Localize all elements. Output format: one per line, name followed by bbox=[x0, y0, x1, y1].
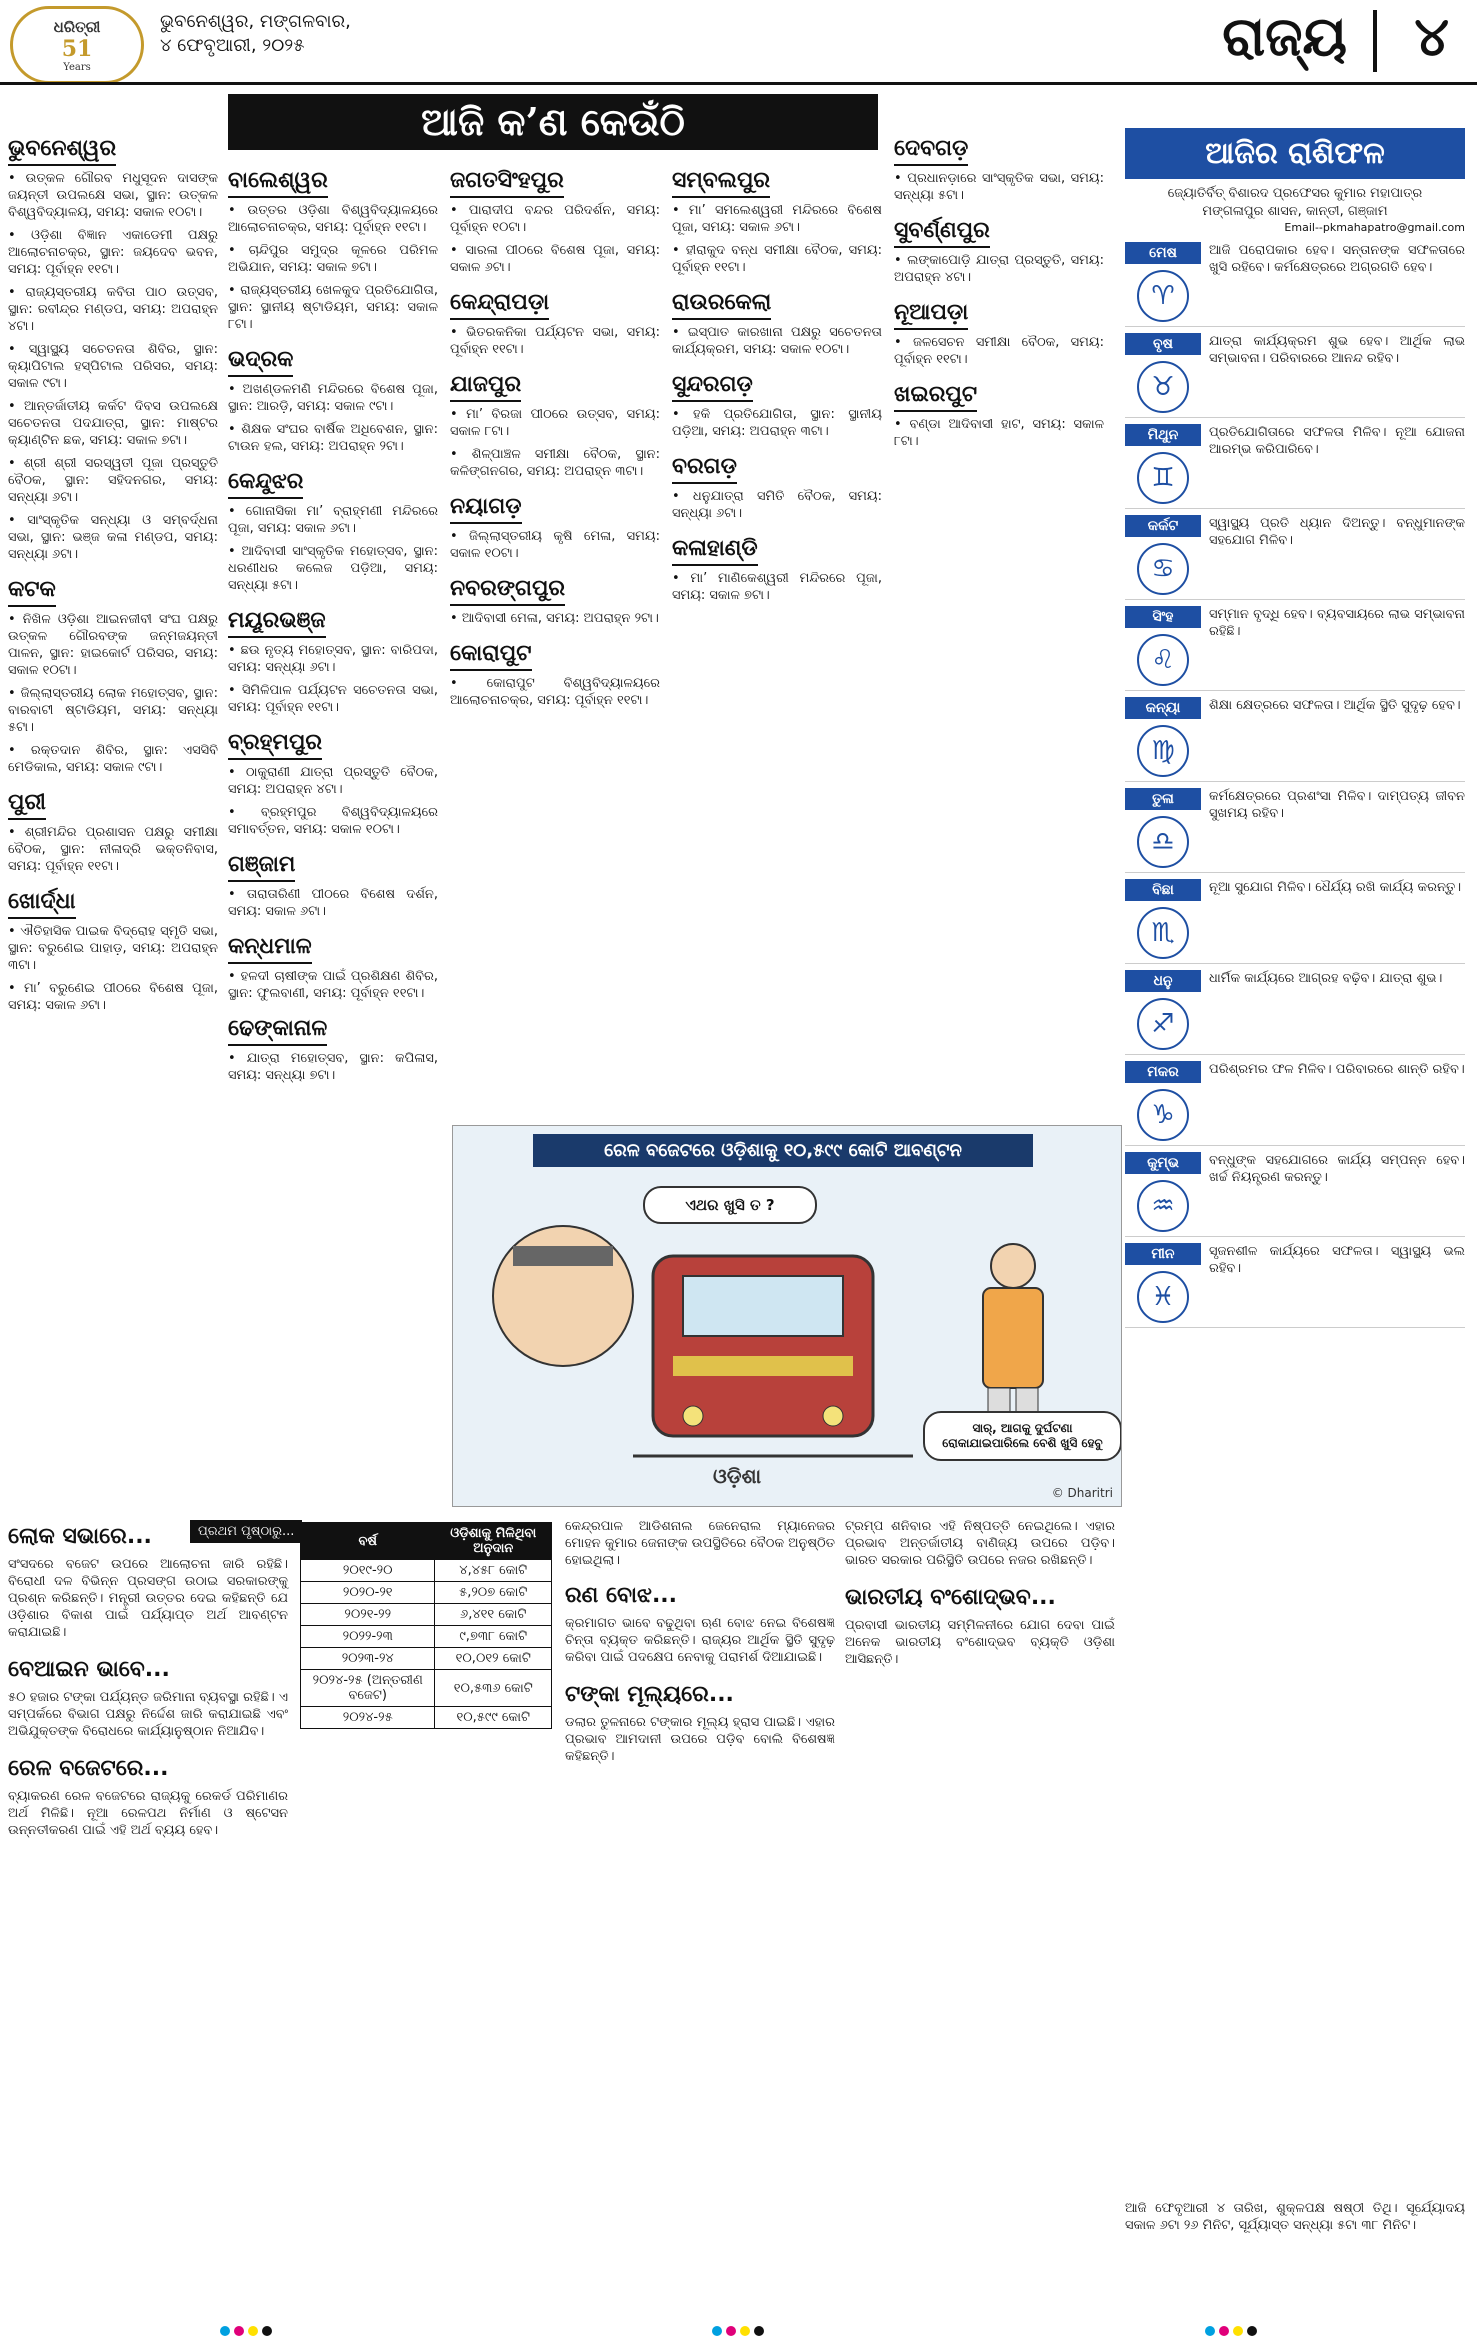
logo-years-label: Years bbox=[63, 61, 91, 73]
city-heading: କନ୍ଧମାଳ bbox=[228, 932, 312, 964]
city-heading: ଖୋର୍ଦ୍ଧା bbox=[8, 887, 76, 919]
event-item: • ବ୍ରହ୍ମପୁର ବିଶ୍ୱବିଦ୍ୟାଳୟରେ ସମାବର୍ତ୍ତନ, ସମୟ: ସକାଳ ୧୦ଟା। bbox=[228, 804, 438, 838]
logo-years: 51 bbox=[61, 35, 93, 62]
city-heading: ବରଗଡ଼ bbox=[672, 452, 737, 484]
registration-dots bbox=[1203, 2321, 1259, 2340]
event-item: • ତାରାତାରିଣୀ ପୀଠରେ ବିଶେଷ ଦର୍ଶନ, ସମୟ: ସକାଳ ୬ଟା। bbox=[228, 886, 438, 920]
article-body: କ୍ରମାଗତ ଭାବେ ବଢୁଥିବା ଋଣ ବୋଝ ନେଇ ବିଶେଷଜ୍ଞ ଚିନ୍ତା ବ୍ୟକ୍ତ କରିଛନ୍ତି। ରାଜ୍ୟର ଆର୍ଥିକ ସ୍ଥିତି ସୁଦୃଢ଼ କରିବା ପାଇଁ ପଦକ୍ଷେପ ନେବାକୁ ପରାମର୍ଶ ଦିଆଯାଇଛି। bbox=[565, 1616, 835, 1665]
event-item: • ଉତ୍ତର ଓଡ଼ିଶା ବିଶ୍ୱବିଦ୍ୟାଳୟରେ ଆଲୋଚନାଚକ୍ର, ସମୟ: ପୂର୍ବାହ୍ନ ୧୧ଟା। bbox=[228, 202, 438, 236]
table-header-amount: ଓଡ଼ିଶାକୁ ମିଳିଥିବା ଅନୁଦାନ bbox=[435, 1523, 552, 1560]
event-item: • ଶ୍ରୀମନ୍ଦିର ପ୍ରଶାସନ ପକ୍ଷରୁ ସମୀକ୍ଷା ବୈଠକ, ସ୍ଥାନ: ନୀଳାଦ୍ରି ଭକ୍ତନିବାସ, ସମୟ: ପୂର୍ବାହ୍ନ ୧୧ଟା। bbox=[8, 824, 218, 875]
event-item: • ରାଜ୍ୟସ୍ତରୀୟ ଖେଳକୁଦ ପ୍ରତିଯୋଗିତା, ସ୍ଥାନ: ସ୍ଥାନୀୟ ଷ୍ଟାଡିୟମ, ସମୟ: ସକାଳ ୮ଟା। bbox=[228, 282, 438, 333]
table-header-year: ବର୍ଷ bbox=[301, 1523, 435, 1560]
horoscope-sign bbox=[1125, 606, 1201, 686]
city-heading: ଯାଜପୁର bbox=[450, 370, 521, 402]
sign-prediction: ସମ୍ମାନ ବୃଦ୍ଧି ହେବ। ବ୍ୟବସାୟରେ ଲାଭ ସମ୍ଭାବନା ରହିଛି। bbox=[1209, 607, 1465, 639]
row-year: ୨୦୨୪-୨୫ bbox=[301, 1707, 435, 1729]
libra-icon: ♎ bbox=[1137, 816, 1189, 868]
article-title: ବେଆଇନ ଭାବେ... bbox=[8, 1657, 170, 1682]
event-item: • କୋରାପୁଟ ବିଶ୍ୱବିଦ୍ୟାଳୟରେ ଆଲୋଚନାଚକ୍ର, ସମୟ: ପୂର୍ବାହ୍ନ ୧୧ଟା। bbox=[450, 675, 660, 709]
sign-prediction: ସ୍ୱାସ୍ଥ୍ୟ ପ୍ରତି ଧ୍ୟାନ ଦିଅନ୍ତୁ। ବନ୍ଧୁମାନଙ୍କ ସହଯୋଗ ମିଳିବ। bbox=[1209, 516, 1465, 548]
city-heading: ସୁନ୍ଦରଗଡ଼ bbox=[672, 370, 753, 402]
event-item: • ଯାତ୍ରା ମହୋତ୍ସବ, ସ୍ଥାନ: କପିଳାସ, ସମୟ: ସନ୍ଧ୍ୟା ୭ଟା। bbox=[228, 1050, 438, 1084]
event-item: • ଶ୍ରୀ ଶ୍ରୀ ସରସ୍ୱତୀ ପୂଜା ପ୍ରସ୍ତୁତି ବୈଠକ, ସ୍ଥାନ: ସହିଦନଗର, ସମୟ: ସନ୍ଧ୍ୟା ୬ଟା। bbox=[8, 455, 218, 506]
city-heading: ଜଗତସିଂହପୁର bbox=[450, 166, 564, 198]
article-body: ବ୍ୟାକରଣ ରେଳ ବଜେଟରେ ରାଜ୍ୟକୁ ରେକର୍ଡ ପରିମାଣର ଅର୍ଥ ମିଳିଛି। ନୂଆ ରେଳପଥ ନିର୍ମାଣ ଓ ଷ୍ଟେସନ ଉନ୍ନତୀକରଣ ପାଇଁ ଏହି ଅର୍ଥ ବ୍ୟୟ ହେବ। bbox=[8, 1789, 288, 1838]
sign-prediction: ବନ୍ଧୁଙ୍କ ସହଯୋଗରେ କାର୍ଯ୍ୟ ସମ୍ପନ୍ନ ହେବ। ଖର୍ଚ୍ଚ ନିୟନ୍ତ୍ରଣ କରନ୍ତୁ। bbox=[1209, 1153, 1465, 1185]
sign-name: ମେଷ bbox=[1125, 242, 1201, 264]
event-item: • ହଳଦୀ ଚାଷୀଙ୍କ ପାଇଁ ପ୍ରଶିକ୍ଷଣ ଶିବିର, ସ୍ଥାନ: ଫୁଲବାଣୀ, ସମୟ: ପୂର୍ବାହ୍ନ ୧୧ଟା। bbox=[228, 968, 438, 1002]
article-title: ରଣ ବୋଝ... bbox=[565, 1583, 678, 1608]
city-heading: ବ୍ରହ୍ମପୁର bbox=[228, 728, 322, 760]
scorpio-icon: ♏ bbox=[1137, 907, 1189, 959]
horoscope-sign bbox=[1125, 697, 1201, 777]
city-heading: ମୟୂରଭଞ୍ଜ bbox=[228, 606, 326, 638]
row-amount: ୧୦,୫୯୯ କୋଟି bbox=[435, 1707, 552, 1729]
article-rana-bodh bbox=[565, 1518, 835, 1765]
page-section-name: ରାଜ୍ୟ bbox=[1222, 4, 1347, 68]
horoscope-title: ଆଜିର ରାଶିଫଳ bbox=[1125, 128, 1465, 179]
city-heading: ଖଇରପୁଟ bbox=[894, 380, 977, 412]
event-item: • ଉତ୍କଳ ଗୌରବ ମଧୁସୂଦନ ଦାସଙ୍କ ଜୟନ୍ତୀ ଉପଲକ୍ଷେ ସଭା, ସ୍ଥାନ: ଉତ୍କଳ ବିଶ୍ୱବିଦ୍ୟାଳୟ, ସମୟ: ସକାଳ ୧୦ଟା। bbox=[8, 170, 218, 221]
city-heading: ନୟାଗଡ଼ bbox=[450, 492, 522, 524]
article-title: ଲୋକ ସଭାରେ... bbox=[8, 1524, 152, 1549]
horoscope-sign bbox=[1125, 879, 1201, 959]
city-heading: ରାଉରକେଲା bbox=[672, 288, 771, 320]
event-item: • ଜିଲ୍ଲାସ୍ତରୀୟ କୃଷି ମେଳା, ସମୟ: ସକାଳ ୧୦ଟା। bbox=[450, 528, 660, 562]
event-item: • ଧନୁଯାତ୍ରା ସମିତି ବୈଠକ, ସମୟ: ସନ୍ଧ୍ୟା ୬ଟା। bbox=[672, 488, 882, 522]
event-item: • ରକ୍ତଦାନ ଶିବିର, ସ୍ଥାନ: ଏସସିବି ମେଡିକାଲ, ସମୟ: ସକାଳ ୯ଟା। bbox=[8, 742, 218, 776]
allocation-table bbox=[300, 1522, 552, 1729]
table-row bbox=[301, 1648, 552, 1670]
header-divider bbox=[1373, 10, 1377, 72]
sign-name: କୁମ୍ଭ bbox=[1125, 1152, 1201, 1174]
sign-name: ମୀନ bbox=[1125, 1243, 1201, 1265]
sign-prediction: ପ୍ରତିଯୋଗିତାରେ ସଫଳତା ମିଳିବ। ନୂଆ ଯୋଜନା ଆରମ୍ଭ କରିପାରିବେ। bbox=[1209, 425, 1465, 457]
horoscope-section bbox=[1125, 128, 1465, 1334]
horoscope-sign bbox=[1125, 1061, 1201, 1141]
horoscope-sign bbox=[1125, 1243, 1201, 1323]
sign-name: ବିଛା bbox=[1125, 879, 1201, 901]
article-body: କେନ୍ଦ୍ରପାଳ ଆଡିଶନାଲ ଜେନେରାଲ ମ୍ୟାନେଜର ମୋହନ କୁମାର ଜେନାଙ୍କ ଉପସ୍ଥିତିରେ ବୈଠକ ଅନୁଷ୍ଠିତ ହୋଇଥିଲା। bbox=[565, 1519, 835, 1568]
horoscope-item bbox=[1125, 242, 1465, 327]
city-heading: ସମ୍ବଲପୁର bbox=[672, 166, 770, 198]
article-lok-sabha bbox=[8, 1518, 288, 1839]
article-body: ଟ୍ରମ୍ପ ଶନିବାର ଏହି ନିଷ୍ପତ୍ତି ନେଇଥିଲେ। ଏହାର ପ୍ରଭାବ ଅନ୍ତର୍ଜାତୀୟ ବାଣିଜ୍ୟ ଉପରେ ପଡ଼ିବ। ଭାରତ ସରକାର ପରିସ୍ଥିତି ଉପରେ ନଜର ରଖିଛନ୍ତି। bbox=[845, 1519, 1115, 1568]
pisces-icon: ♓ bbox=[1137, 1271, 1189, 1323]
city-heading: କୋରାପୁଟ bbox=[450, 639, 532, 671]
event-item: • ଐତିହାସିକ ପାଇକ ବିଦ୍ରୋହ ସ୍ମୃତି ସଭା, ସ୍ଥାନ: ବରୁଣେଇ ପାହାଡ଼, ସମୟ: ଅପରାହ୍ନ ୩ଟା। bbox=[8, 923, 218, 974]
city-heading: ବାଲେଶ୍ୱର bbox=[228, 166, 328, 198]
city-heading: ଢେଙ୍କାନାଳ bbox=[228, 1014, 327, 1046]
event-item: • ପ୍ରଧାନଡ଼ାରେ ସାଂସ୍କୃତିକ ସଭା, ସମୟ: ସନ୍ଧ୍ୟା ୫ଟା। bbox=[894, 170, 1104, 204]
continued-from-front: ପ୍ରଥମ ପୃଷ୍ଠାରୁ... bbox=[190, 1520, 302, 1543]
editorial-cartoon bbox=[452, 1125, 1122, 1507]
gemini-icon: ♊ bbox=[1137, 452, 1189, 504]
cartoon-label-odisha: ଓଡ଼ିଶା bbox=[713, 1464, 762, 1488]
article-body: ୫୦ ହଜାର ଟଙ୍କା ପର୍ଯ୍ୟନ୍ତ ଜରିମାନା ବ୍ୟବସ୍ଥା ରହିଛି। ଏ ସମ୍ପର୍କରେ ବିଭାଗ ପକ୍ଷରୁ ନିର୍ଦ୍ଦେଶ ଜାରି କରାଯାଇଛି ଏବଂ ଅଭିଯୁକ୍ତଙ୍କ ବିରୋଧରେ କାର୍ଯ୍ୟାନୁଷ୍ଠାନ ନିଆଯିବ। bbox=[8, 1690, 288, 1739]
row-amount: ୧୦,୫୩୬ କୋଟି bbox=[435, 1670, 552, 1707]
newspaper-logo bbox=[10, 6, 144, 84]
events-column-1 bbox=[8, 128, 218, 1020]
horoscope-item bbox=[1125, 1061, 1465, 1146]
city-heading: ସୁବର୍ଣ୍ଣପୁର bbox=[894, 216, 990, 248]
city-heading: ଦେବଗଡ଼ bbox=[894, 134, 968, 166]
sign-name: ମକର bbox=[1125, 1061, 1201, 1083]
print-registration-bar bbox=[0, 2322, 1477, 2339]
date-line-2: ୪ ଫେବୃଆରୀ, ୨୦୨୫ bbox=[160, 35, 305, 56]
city-heading: ଗଞ୍ଜାମ bbox=[228, 850, 295, 882]
sign-prediction: ଶିକ୍ଷା କ୍ଷେତ୍ରରେ ସଫଳତା। ଆର୍ଥିକ ସ୍ଥିତି ସୁଦୃଢ଼ ହେବ। bbox=[1209, 698, 1461, 713]
event-item: • ଭିତରକନିକା ପର୍ଯ୍ୟଟନ ସଭା, ସମୟ: ପୂର୍ବାହ୍ନ ୧୧ଟା। bbox=[450, 324, 660, 358]
sign-name: ଧନୁ bbox=[1125, 970, 1201, 992]
row-year: ୨୦୨୦-୨୧ bbox=[301, 1582, 435, 1604]
article-body: ଡଲାର ତୁଳନାରେ ଟଙ୍କାର ମୂଲ୍ୟ ହ୍ରାସ ପାଇଛି। ଏହାର ପ୍ରଭାବ ଆମଦାନୀ ଉପରେ ପଡ଼ିବ ବୋଲି ବିଶେଷଜ୍ଞ କହିଛନ୍ତି। bbox=[565, 1715, 835, 1764]
event-item: • ଚାନ୍ଦିପୁର ସମୁଦ୍ର କୂଳରେ ପରିମଳ ଅଭିଯାନ, ସମୟ: ସକାଳ ୭ଟା। bbox=[228, 242, 438, 276]
sign-prediction: ନୂଆ ସୁଯୋଗ ମିଳିବ। ଧୈର୍ଯ୍ୟ ରଖି କାର୍ଯ୍ୟ କରନ୍ତୁ। bbox=[1209, 880, 1462, 895]
sign-prediction: ଯାତ୍ରା କାର୍ଯ୍ୟକ୍ରମ ଶୁଭ ହେବ। ଆର୍ଥିକ ଲାଭ ସମ୍ଭାବନା। ପରିବାରରେ ଆନନ୍ଦ ରହିବ। bbox=[1209, 334, 1465, 366]
continued-tag bbox=[190, 1520, 302, 1543]
sign-name: ମିଥୁନ bbox=[1125, 424, 1201, 446]
event-item: • ଆନ୍ତର୍ଜାତୀୟ କର୍କଟ ଦିବସ ଉପଲକ୍ଷେ ସଚେତନତା ପଦଯାତ୍ରା, ସ୍ଥାନ: ମାଷ୍ଟର କ୍ୟାଣ୍ଟିନ ଛକ, ସମୟ: ସକାଳ ୭ଟା। bbox=[8, 398, 218, 449]
event-item: • ଓଡ଼ିଶା ବିଜ୍ଞାନ ଏକାଡେମୀ ପକ୍ଷରୁ ଆଲୋଚନାଚକ୍ର, ସ୍ଥାନ: ଜୟଦେବ ଭବନ, ସମୟ: ପୂର୍ବାହ୍ନ ୧୧ଟା। bbox=[8, 227, 218, 278]
event-item: • ଜିଲ୍ଲାସ୍ତରୀୟ ଲୋକ ମହୋତ୍ସବ, ସ୍ଥାନ: ବାରବାଟୀ ଷ୍ଟାଡିୟମ, ସମୟ: ସନ୍ଧ୍ୟା ୫ଟା। bbox=[8, 685, 218, 736]
table-row bbox=[301, 1582, 552, 1604]
sign-prediction: ଧାର୍ମିକ କାର୍ଯ୍ୟରେ ଆଗ୍ରହ ବଢ଼ିବ। ଯାତ୍ରା ଶୁଭ। bbox=[1209, 971, 1443, 986]
horoscope-sign bbox=[1125, 242, 1201, 322]
horoscope-item bbox=[1125, 333, 1465, 418]
aries-icon: ♈ bbox=[1137, 270, 1189, 322]
event-item: • ସ୍ୱାସ୍ଥ୍ୟ ସଚେତନତା ଶିବିର, ସ୍ଥାନ: କ୍ୟାପିଟାଲ ହସ୍ପିଟାଲ ପରିସର, ସମୟ: ସକାଳ ୯ଟା। bbox=[8, 341, 218, 392]
sign-name: ତୁଳା bbox=[1125, 788, 1201, 810]
horoscope-sign bbox=[1125, 1152, 1201, 1232]
issue-date bbox=[160, 10, 351, 58]
sagittarius-icon: ♐ bbox=[1137, 998, 1189, 1050]
event-item: • ଆଦିବାସୀ ମେଳା, ସମୟ: ଅପରାହ୍ନ ୨ଟା। bbox=[450, 610, 660, 627]
city-heading: କେନ୍ଦ୍ରାପଡ଼ା bbox=[450, 288, 549, 320]
table-row bbox=[301, 1560, 552, 1582]
row-amount: ୪,୪୫୮ କୋଟି bbox=[435, 1560, 552, 1582]
event-item: • ନିଖିଳ ଓଡ଼ିଶା ଆଇନଜୀବୀ ସଂଘ ପକ୍ଷରୁ ଉତ୍କଳ ଗୌରବଙ୍କ ଜନ୍ମଜୟନ୍ତୀ ପାଳନ, ସ୍ଥାନ: ହାଇକୋର୍ଟ ପରିସର, ସମୟ: ସକାଳ ୧୦ଟା। bbox=[8, 611, 218, 679]
cartoon-credit: © Dharitri bbox=[1051, 1486, 1113, 1500]
cancer-icon: ♋ bbox=[1137, 543, 1189, 595]
event-item: • ମା’ ସମଲେଶ୍ୱରୀ ମନ୍ଦିରରେ ବିଶେଷ ପୂଜା, ସମୟ: ସକାଳ ୬ଟା। bbox=[672, 202, 882, 236]
article-title: ଟଙ୍କା ମୂଲ୍ୟରେ... bbox=[565, 1682, 734, 1707]
event-item: • ମା’ ବରୁଣେଇ ପୀଠରେ ବିଶେଷ ପୂଜା, ସମୟ: ସକାଳ ୬ଟା। bbox=[8, 980, 218, 1014]
city-heading: କଳାହାଣ୍ଡି bbox=[672, 534, 758, 566]
sign-name: ସିଂହ bbox=[1125, 606, 1201, 628]
event-item: • ଶିକ୍ଷକ ସଂଘର ବାର୍ଷିକ ଅଧିବେଶନ, ସ୍ଥାନ: ଟାଉନ ହଲ, ସମୟ: ଅପରାହ୍ନ ୨ଟା। bbox=[228, 421, 438, 455]
city-heading: ଭୁବନେଶ୍ୱର bbox=[8, 134, 116, 166]
row-amount: ୯,୭୩୮ କୋଟି bbox=[435, 1626, 552, 1648]
horoscope-item bbox=[1125, 697, 1465, 782]
event-item: • ରାଜ୍ୟସ୍ତରୀୟ କବିତା ପାଠ ଉତ୍ସବ, ସ୍ଥାନ: ରବୀନ୍ଦ୍ର ମଣ୍ଡପ, ସମୟ: ଅପରାହ୍ନ ୪ଟା। bbox=[8, 284, 218, 335]
events-banner: ଆଜି କ’ଣ କେଉଁଠି bbox=[228, 94, 878, 150]
events-column-3 bbox=[450, 160, 660, 715]
taurus-icon: ♉ bbox=[1137, 361, 1189, 413]
row-year: ୨୦୨୨-୨୩ bbox=[301, 1626, 435, 1648]
event-item: • ମା’ ବିରଜା ପୀଠରେ ଉତ୍ସବ, ସମୟ: ସକାଳ ୮ଟା। bbox=[450, 406, 660, 440]
city-heading: ପୁରୀ bbox=[8, 788, 46, 820]
event-item: • ପାରାଦୀପ ବନ୍ଦର ପରିଦର୍ଶନ, ସମୟ: ପୂର୍ବାହ୍ନ ୧୦ଟା। bbox=[450, 202, 660, 236]
row-amount: ୬,୪୧୧ କୋଟି bbox=[435, 1604, 552, 1626]
city-heading: ନୂଆପଡ଼ା bbox=[894, 298, 968, 330]
speech-bubble-top: ଏଥର ଖୁସି ତ ? bbox=[643, 1186, 817, 1224]
sign-prediction: ଆଜି ପରୋପକାର ହେବ। ସନ୍ତାନଙ୍କ ସଫଳତାରେ ଖୁସି ରହିବେ। କର୍ମକ୍ଷେତ୍ରରେ ଅଗ୍ରଗତି ହେବ। bbox=[1209, 243, 1465, 275]
row-year: ୨୦୨୪-୨୫ (ଅନ୍ତରୀଣ ବଜେଟ) bbox=[301, 1670, 435, 1707]
article-title: ଭାରତୀୟ ବଂଶୋଦ୍ଭବ... bbox=[845, 1585, 1056, 1610]
cartoon-title: ରେଳ ବଜେଟରେ ଓଡ଼ିଶାକୁ ୧୦,୫୯୯ କୋଟି ଆବଣ୍ଟନ bbox=[533, 1134, 1033, 1167]
row-year: ୨୦୨୧-୨୨ bbox=[301, 1604, 435, 1626]
row-year: ୨୦୨୩-୨୪ bbox=[301, 1648, 435, 1670]
table-row bbox=[301, 1626, 552, 1648]
horoscope-item bbox=[1125, 970, 1465, 1055]
horoscope-item bbox=[1125, 879, 1465, 964]
event-item: • ଶିଳ୍ପାଞ୍ଚଳ ସମୀକ୍ଷା ବୈଠକ, ସ୍ଥାନ: କଳିଙ୍ଗନଗର, ସମୟ: ଅପରାହ୍ନ ୩ଟା। bbox=[450, 446, 660, 480]
horoscope-item bbox=[1125, 1243, 1465, 1328]
horoscope-sign bbox=[1125, 788, 1201, 868]
sign-prediction: ପରିଶ୍ରମର ଫଳ ମିଳିବ। ପରିବାରରେ ଶାନ୍ତି ରହିବ। bbox=[1209, 1062, 1465, 1077]
horoscope-credit-2: ମଙ୍ଗଳାପୁର ଶାସନ, କାନ୍ତୀ, ଗଞ୍ଜାମ bbox=[1202, 204, 1388, 219]
horoscope-item bbox=[1125, 515, 1465, 600]
event-item: • ମା’ ମାଣିକେଶ୍ୱରୀ ମନ୍ଦିରରେ ପୂଜା, ସମୟ: ସକାଳ ୭ଟା। bbox=[672, 570, 882, 604]
event-item: • ଜଳସେଚନ ସମୀକ୍ଷା ବୈଠକ, ସମୟ: ପୂର୍ବାହ୍ନ ୧୧ଟା। bbox=[894, 334, 1104, 368]
date-line-1: ଭୁବନେଶ୍ୱର, ମଙ୍ଗଳବାର, bbox=[160, 11, 351, 32]
events-column-2 bbox=[228, 160, 438, 1090]
events-column-4 bbox=[672, 160, 882, 610]
event-item: • ଲଙ୍କାପୋଡ଼ି ଯାତ୍ରା ପ୍ରସ୍ତୁତି, ସମୟ: ଅପରାହ୍ନ ୪ଟା। bbox=[894, 252, 1104, 286]
horoscope-credit-1: ଜ୍ୟୋତିର୍ବିତ୍ ବିଶାରଦ ପ୍ରଫେସର କୁମାର ମହାପାତ୍ର bbox=[1167, 186, 1423, 201]
registration-dots bbox=[218, 2321, 274, 2340]
horoscope-item bbox=[1125, 788, 1465, 873]
city-heading: ଭଦ୍ରକ bbox=[228, 345, 293, 377]
event-item: • ଗୋନାସିକା ମା’ ବ୍ରାହ୍ମଣୀ ମନ୍ଦିରରେ ପୂଜା, ସମୟ: ସକାଳ ୬ଟା। bbox=[228, 503, 438, 537]
header-rule bbox=[0, 82, 1477, 85]
sign-prediction: କର୍ମକ୍ଷେତ୍ରରେ ପ୍ରଶଂସା ମିଳିବ। ଦାମ୍ପତ୍ୟ ଜୀବନ ସୁଖମୟ ରହିବ। bbox=[1209, 789, 1465, 821]
event-item: • ଠାକୁରାଣୀ ଯାତ୍ରା ପ୍ରସ୍ତୁତି ବୈଠକ, ସମୟ: ଅପରାହ୍ନ ୪ଟା। bbox=[228, 764, 438, 798]
city-heading: କଟକ bbox=[8, 575, 56, 607]
event-item: • ଛଉ ନୃତ୍ୟ ମହୋତ୍ସବ, ସ୍ଥାନ: ବାରିପଦା, ସମୟ: ସନ୍ଧ୍ୟା ୬ଟା। bbox=[228, 642, 438, 676]
article-title: ରେଳ ବଜେଟରେ... bbox=[8, 1756, 169, 1781]
sign-name: କନ୍ୟା bbox=[1125, 697, 1201, 719]
article-body: ପ୍ରବାସୀ ଭାରତୀୟ ସମ୍ମିଳନୀରେ ଯୋଗ ଦେବା ପାଇଁ ଅନେକ ଭାରତୀୟ ବଂଶୋଦ୍ଭବ ବ୍ୟକ୍ତି ଓଡ଼ିଶା ଆସିଛନ୍ତି। bbox=[845, 1618, 1115, 1667]
city-heading: କେନ୍ଦୁଝର bbox=[228, 467, 303, 499]
event-item: • ସିମିଳିପାଳ ପର୍ଯ୍ୟଟନ ସଚେତନତା ସଭା, ସମୟ: ପୂର୍ବାହ୍ନ ୧୧ଟା। bbox=[228, 682, 438, 716]
article-trump bbox=[845, 1518, 1115, 1668]
events-column-5 bbox=[894, 128, 1104, 456]
horoscope-list bbox=[1125, 242, 1465, 1328]
article-body: ସଂସଦରେ ବଜେଟ ଉପରେ ଆଲୋଚନା ଜାରି ରହିଛି। ବିରୋଧୀ ଦଳ ବିଭିନ୍ନ ପ୍ରସଙ୍ଗ ଉଠାଇ ସରକାରଙ୍କୁ ପ୍ରଶ୍ନ କରିଛନ୍ତି। ମନ୍ତ୍ରୀ ଉତ୍ତର ଦେଇ କହିଛନ୍ତି ଯେ ଓଡ଼ିଶାର ବିକାଶ ପାଇଁ ପର୍ଯ୍ୟାପ୍ତ ଅର୍ଥ ଆବଣ୍ଟନ କରାଯାଇଛି। bbox=[8, 1557, 288, 1640]
almanac-block bbox=[1125, 2200, 1465, 2234]
aquarius-icon: ♒ bbox=[1137, 1180, 1189, 1232]
event-item: • ହକି ପ୍ରତିଯୋଗିତା, ସ୍ଥାନ: ସ୍ଥାନୀୟ ପଡ଼ିଆ, ସମୟ: ଅପରାହ୍ନ ୩ଟା। bbox=[672, 406, 882, 440]
city-heading: ନବରଙ୍ଗପୁର bbox=[450, 574, 565, 606]
table-row bbox=[301, 1604, 552, 1626]
logo-brand: ଧରିତ୍ରୀ bbox=[53, 17, 101, 36]
sign-name: ବୃଷ bbox=[1125, 333, 1201, 355]
allocation-table-block bbox=[300, 1522, 552, 1729]
event-item: • ବଣ୍ଡା ଆଦିବାସୀ ହାଟ, ସମୟ: ସକାଳ ୮ଟା। bbox=[894, 416, 1104, 450]
table-row bbox=[301, 1707, 552, 1729]
allocation-table-body bbox=[301, 1560, 552, 1729]
registration-dots bbox=[710, 2321, 766, 2340]
horoscope-item bbox=[1125, 606, 1465, 691]
horoscope-sign bbox=[1125, 970, 1201, 1050]
event-item: • ସାଂସ୍କୃତିକ ସନ୍ଧ୍ୟା ଓ ସମ୍ବର୍ଦ୍ଧନା ସଭା, ସ୍ଥାନ: ଭଞ୍ଜ କଳା ମଣ୍ଡପ, ସମୟ: ସନ୍ଧ୍ୟା ୬ଟା। bbox=[8, 512, 218, 563]
horoscope-sign bbox=[1125, 515, 1201, 595]
horoscope-sign bbox=[1125, 333, 1201, 413]
speech-bubble-bottom: ସାର୍, ଆଗକୁ ଦୁର୍ଘଟଣା ରୋକାଯାଇପାରିଲେ ବେଶି ଖୁସି ହେବୁ bbox=[923, 1411, 1122, 1461]
table-row bbox=[301, 1670, 552, 1707]
sign-prediction: ସୃଜନଶୀଳ କାର୍ଯ୍ୟରେ ସଫଳତା। ସ୍ୱାସ୍ଥ୍ୟ ଭଲ ରହିବ। bbox=[1209, 1244, 1465, 1276]
row-amount: ୧୦,୦୧୨ କୋଟି bbox=[435, 1648, 552, 1670]
horoscope-item bbox=[1125, 424, 1465, 509]
event-item: • ହୀରାକୁଦ ବନ୍ଧ ସମୀକ୍ଷା ବୈଠକ, ସମୟ: ପୂର୍ବାହ୍ନ ୧୧ଟା। bbox=[672, 242, 882, 276]
leo-icon: ♌ bbox=[1137, 634, 1189, 686]
capricorn-icon: ♑ bbox=[1137, 1089, 1189, 1141]
row-year: ୨୦୧୯-୨୦ bbox=[301, 1560, 435, 1582]
event-item: • ଅଖଣ୍ଡଳମଣି ମନ୍ଦିରରେ ବିଶେଷ ପୂଜା, ସ୍ଥାନ: ଆରଡ଼ି, ସମୟ: ସକାଳ ୯ଟା। bbox=[228, 381, 438, 415]
event-item: • ସାରଳା ପୀଠରେ ବିଶେଷ ପୂଜା, ସମୟ: ସକାଳ ୬ଟା। bbox=[450, 242, 660, 276]
row-amount: ୫,୨୦୭ କୋଟି bbox=[435, 1582, 552, 1604]
horoscope-sign bbox=[1125, 424, 1201, 504]
sign-name: କର୍କଟ bbox=[1125, 515, 1201, 537]
virgo-icon: ♍ bbox=[1137, 725, 1189, 777]
almanac-text: ଆଜି ଫେବୃଆରୀ ୪ ତାରିଖ, ଶୁକ୍ଳପକ୍ଷ ଷଷ୍ଠୀ ତିଥି। ସୂର୍ଯ୍ୟୋଦୟ ସକାଳ ୬ଟା ୨୬ ମିନିଟ, ସୂର୍ଯ୍ୟାସ୍ତ ସନ୍ଧ୍ୟା ୫ଟା ୩୮ ମିନିଟ। bbox=[1125, 2201, 1465, 2233]
event-item: • ଆଦିବାସୀ ସାଂସ୍କୃତିକ ମହୋତ୍ସବ, ସ୍ଥାନ: ଧରଣୀଧର କଲେଜ ପଡ଼ିଆ, ସମୟ: ସନ୍ଧ୍ୟା ୫ଟା। bbox=[228, 543, 438, 594]
horoscope-email: Email--pkmahapatro@gmail.com bbox=[1284, 221, 1465, 234]
horoscope-item bbox=[1125, 1152, 1465, 1237]
page-number: ୪ bbox=[1414, 4, 1449, 68]
event-item: • ଇସ୍ପାତ କାରଖାନା ପକ୍ଷରୁ ସଚେତନତା କାର୍ଯ୍ୟକ୍ରମ, ସମୟ: ସକାଳ ୧୦ଟା। bbox=[672, 324, 882, 358]
